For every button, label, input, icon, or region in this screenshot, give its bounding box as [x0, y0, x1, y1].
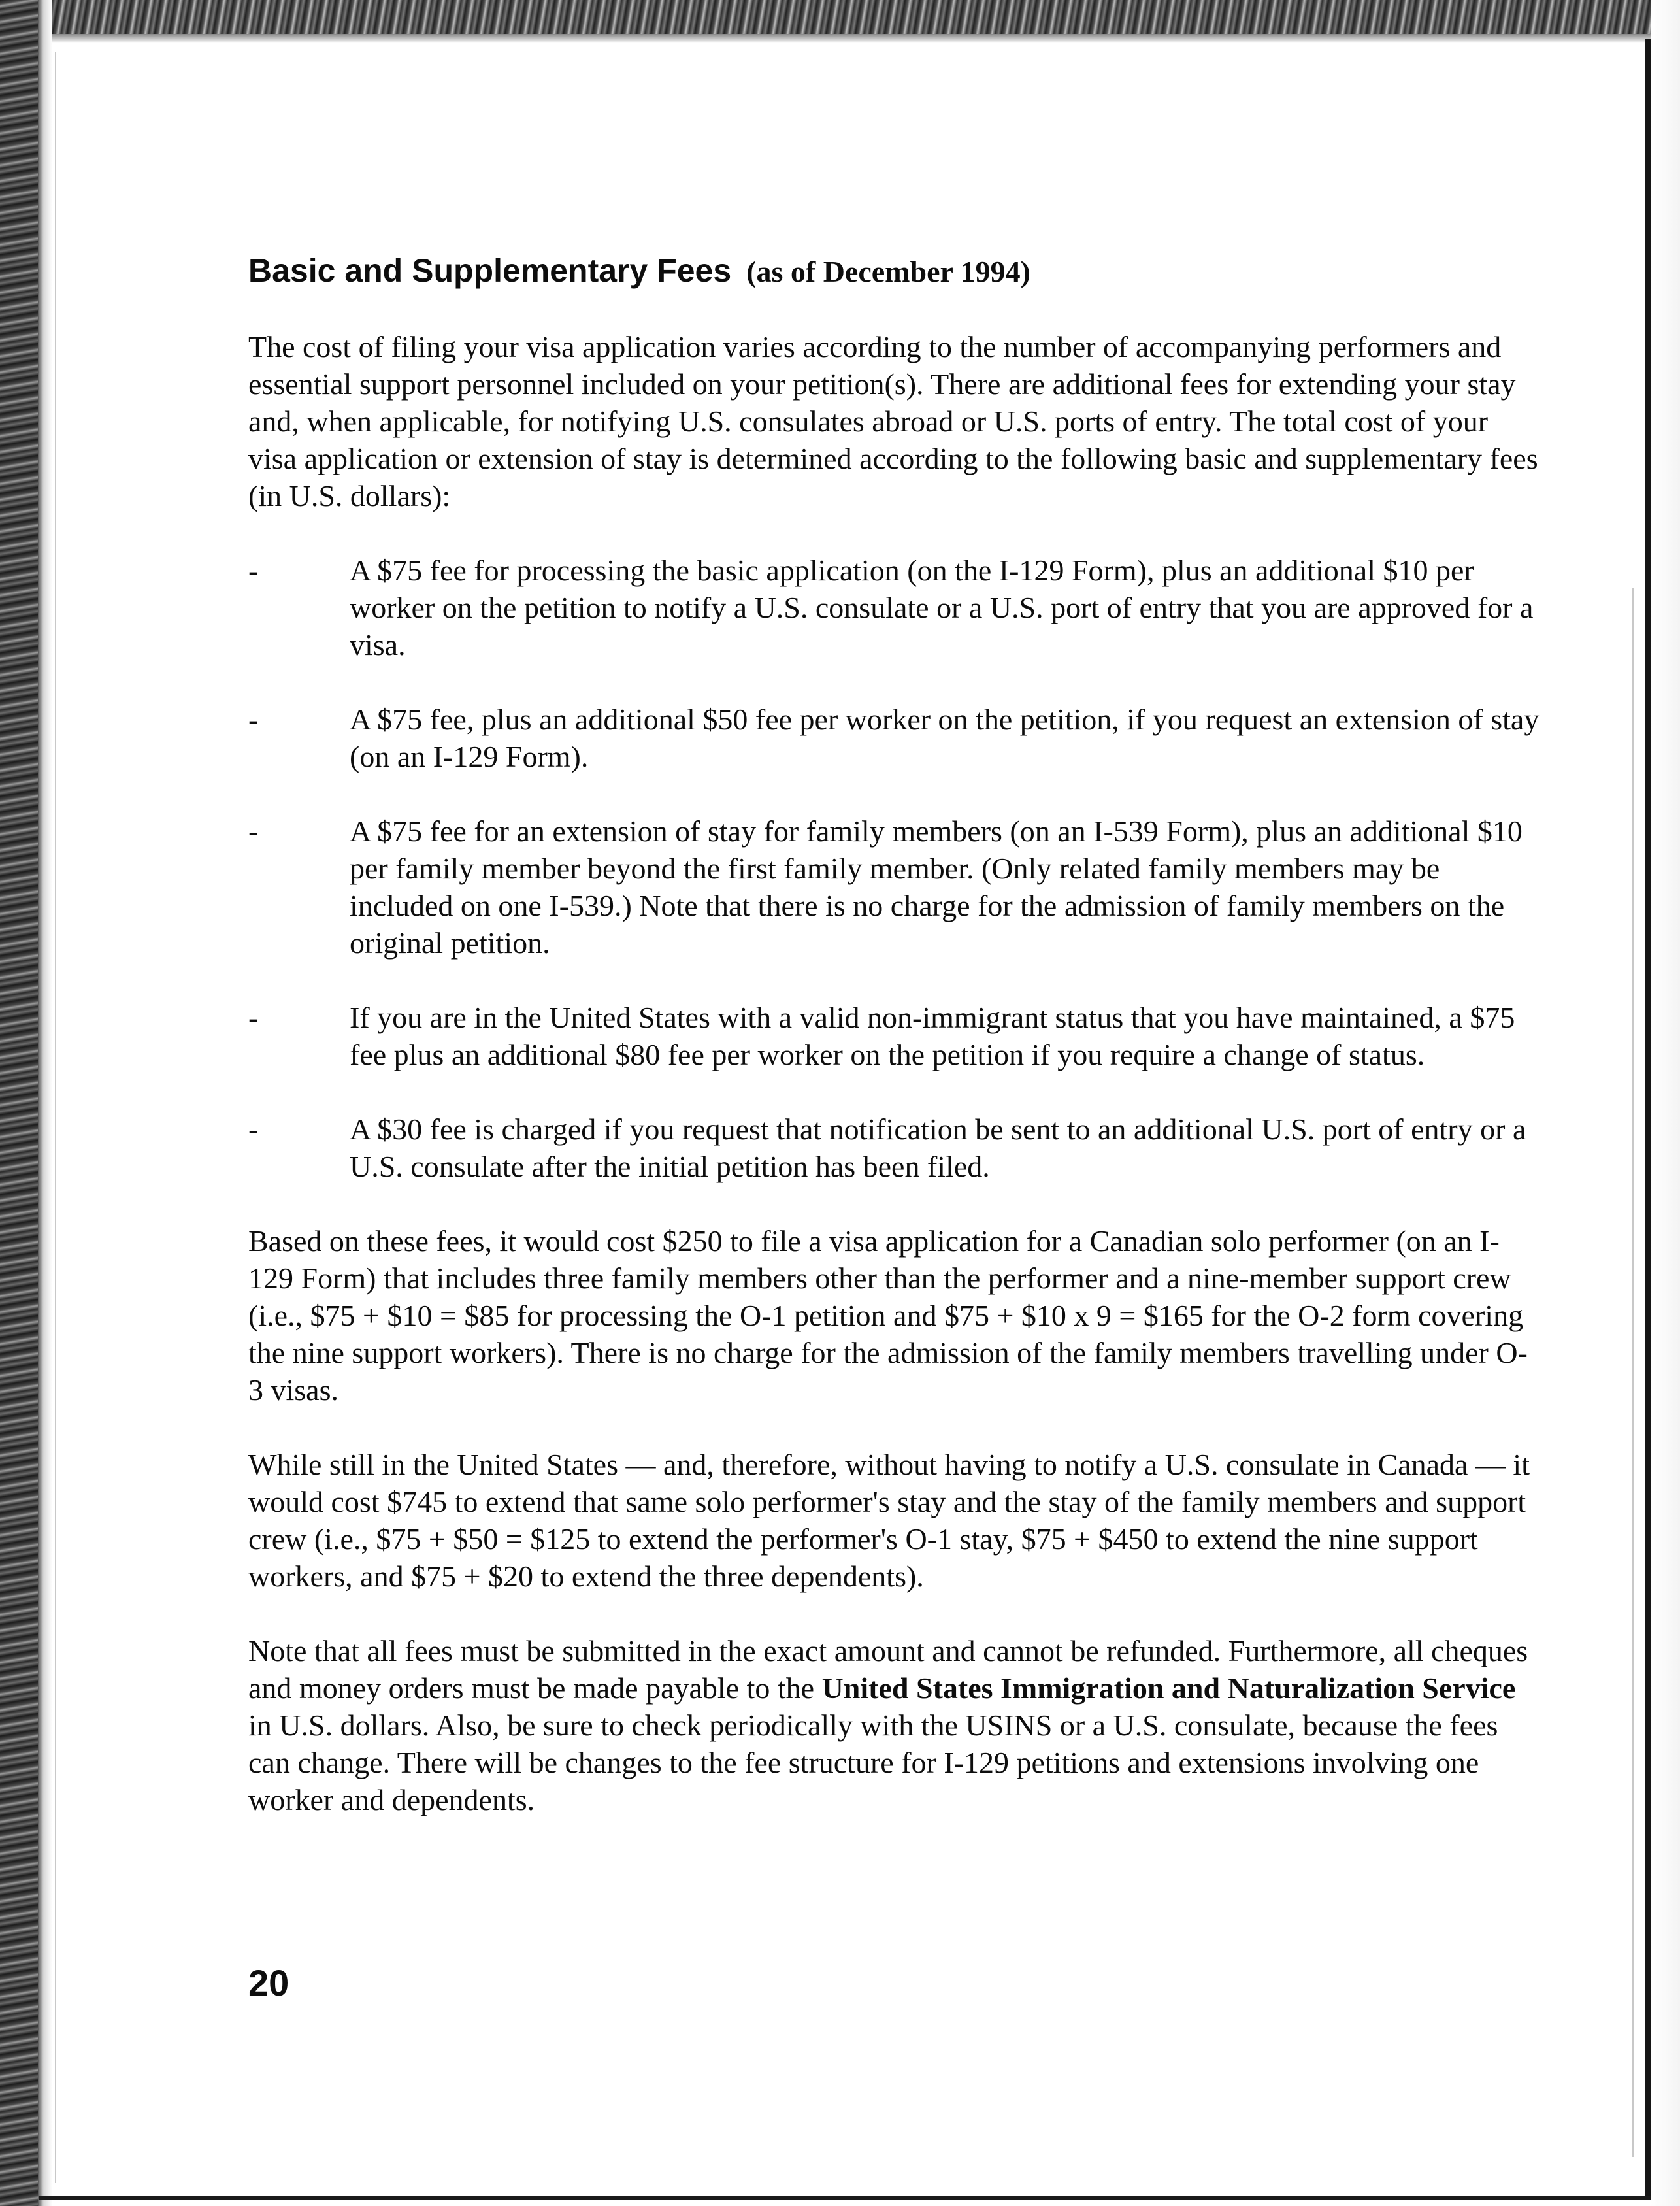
payee-name: United States Immigration and Naturalization Service — [821, 1671, 1516, 1705]
scan-left-shadow — [38, 0, 52, 2206]
scan-bottom-border — [39, 2196, 1651, 2200]
note-paragraph — [248, 1632, 1542, 1818]
bullet-marker: - — [248, 1112, 259, 1146]
list-item-text: A $75 fee, plus an additional $50 fee per worker on the petition, if you request an extension of stay (on an I-129 Form). — [350, 703, 1540, 773]
note-text-end: in U.S. dollars. Also, be sure to check periodically with the USINS or a U.S. consulate, because the fees can change. There will be changes to the fee structure for I-129 petitions and extensions involving one worker and dependents. — [248, 1709, 1498, 1816]
example-paragraph: Based on these fees, it would cost $250 to file a visa application for a Canadian solo performer (on an I-129 Form) that includes three family members other than the performer and a nine-member support crew (i.e., $75 + $10 = $85 for processing the O-1 petition and $75 + $10 x 9 = $165 for the O-2 form covering the nine support workers). There is no charge for the admission of the family members travelling under O-3 visas. — [248, 1224, 1528, 1407]
list-item-text: A $30 fee is charged if you request that notification be sent to an additional U.S. port of entry or a U.S. consulate after the initial petition has been filed. — [350, 1112, 1526, 1183]
list-item — [248, 999, 1542, 1073]
document-body — [248, 242, 1542, 1856]
list-item-text: If you are in the United States with a valid non-immigrant status that you have maintained, a $75 fee plus an additional $80 fee per worker on the petition if you require a change of status. — [350, 1001, 1515, 1071]
list-item — [248, 701, 1542, 775]
scan-right-border — [1645, 39, 1651, 2196]
bullet-marker: - — [248, 814, 259, 848]
section-heading — [248, 242, 1542, 292]
intro-paragraph: The cost of filing your visa application varies according to the number of accompanying performers and essential support personnel included on your petition(s). There are additional fees for extending your stay and, when applicable, for notifying U.S. consulates abroad or U.S. ports of entry. The total cost of your visa application or extension of stay is determined according to the following basic and supplementary fees (in U.S. dollars): — [248, 330, 1538, 512]
heading-date-note: (as of December 1994) — [746, 255, 1030, 288]
list-item-text: A $75 fee for an extension of stay for family members (on an I-539 Form), plus an additional $10 per family member beyond the first family member. (Only related family members may be included on one I-539.) Note that there is no charge for the admission of family members on the original petition. — [350, 814, 1523, 960]
heading-title: Basic and Supplementary Fees — [248, 252, 732, 289]
bullet-marker: - — [248, 703, 259, 736]
scan-top-edge — [0, 0, 1680, 34]
scan-left-edge — [0, 0, 38, 2206]
list-item-text: A $75 fee for processing the basic application (on the I-129 Form), plus an additional $10 per worker on the petition to notify a U.S. consulate or a U.S. port of entry that you are approved for a visa. — [350, 554, 1534, 661]
scan-faint-line — [55, 52, 56, 2183]
extension-paragraph: While still in the United States — and, therefore, without having to notify a U.S. consulate in Canada — it would cost $745 to extend that same solo performer's stay and the stay of the family members and support crew (i.e., $75 + $50 = $125 to extend the performer's O-1 stay, $75 + $450 to extend the nine support workers, and $75 + $20 to extend the three dependents). — [248, 1448, 1530, 1593]
bullet-marker: - — [248, 554, 259, 587]
list-item — [248, 812, 1542, 961]
fee-list — [248, 552, 1542, 1185]
scan-right-margin — [1651, 0, 1680, 2206]
scan-top-shadow — [0, 34, 1680, 43]
scan-faint-line — [1632, 588, 1634, 2157]
page-number: 20 — [248, 1962, 289, 2003]
list-item — [248, 552, 1542, 663]
bullet-marker: - — [248, 1001, 259, 1034]
note-text-start: Note that all fees must be submitted in the exact amount and cannot be refunded. Furthermore, all cheques and money orders must be made payable to the — [248, 1634, 1528, 1705]
list-item — [248, 1111, 1542, 1185]
